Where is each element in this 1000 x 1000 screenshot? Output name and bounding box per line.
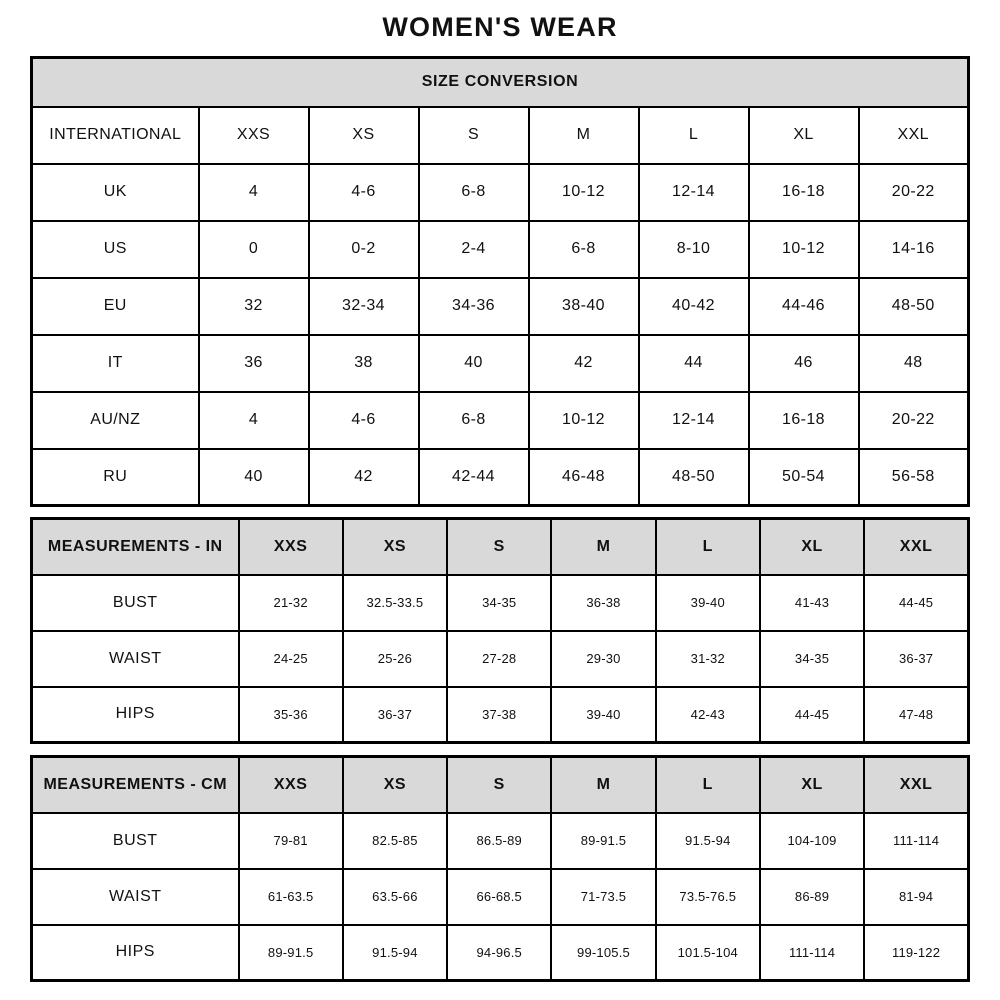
value-cell: 38 [309, 335, 419, 392]
value-cell: 29-30 [551, 631, 655, 687]
value-cell: 4-6 [309, 164, 419, 221]
value-cell: 89-91.5 [239, 925, 343, 981]
table-row [32, 813, 969, 869]
value-cell: 44-45 [760, 687, 864, 743]
value-cell: 86.5-89 [447, 813, 551, 869]
value-cell: 34-35 [760, 631, 864, 687]
header-label: MEASUREMENTS - CM [32, 757, 239, 813]
value-cell: 61-63.5 [239, 869, 343, 925]
value-cell: 40-42 [639, 278, 749, 335]
value-cell: 91.5-94 [343, 925, 447, 981]
value-cell: 42-44 [419, 449, 529, 506]
value-cell: 82.5-85 [343, 813, 447, 869]
value-cell: 48 [859, 335, 969, 392]
value-cell: 36 [199, 335, 309, 392]
value-cell: 12-14 [639, 164, 749, 221]
size-column-header: XXL [864, 757, 968, 813]
size-column-header: XL [749, 107, 859, 164]
row-label: WAIST [32, 869, 239, 925]
value-cell: 4 [199, 164, 309, 221]
size-column-header: L [656, 757, 760, 813]
table-row [32, 449, 969, 506]
value-cell: 44 [639, 335, 749, 392]
value-cell: 39-40 [656, 575, 760, 631]
table-row [32, 392, 969, 449]
row-label: AU/NZ [32, 392, 199, 449]
table-row [32, 575, 969, 631]
size-column-header: XL [760, 519, 864, 575]
value-cell: 44-45 [864, 575, 968, 631]
size-column-header: XXL [859, 107, 969, 164]
size-column-header: XS [343, 519, 447, 575]
value-cell: 34-35 [447, 575, 551, 631]
measurements-in-table [30, 517, 970, 744]
value-cell: 94-96.5 [447, 925, 551, 981]
size-column-header: L [639, 107, 749, 164]
value-cell: 73.5-76.5 [656, 869, 760, 925]
row-label: HIPS [32, 925, 239, 981]
value-cell: 48-50 [639, 449, 749, 506]
size-column-header: S [447, 757, 551, 813]
value-cell: 40 [199, 449, 309, 506]
value-cell: 44-46 [749, 278, 859, 335]
value-cell: 104-109 [760, 813, 864, 869]
size-column-header: L [656, 519, 760, 575]
size-column-header: M [551, 519, 655, 575]
size-column-header: XXS [199, 107, 309, 164]
size-column-header: M [529, 107, 639, 164]
value-cell: 27-28 [447, 631, 551, 687]
row-label: IT [32, 335, 199, 392]
value-cell: 21-32 [239, 575, 343, 631]
value-cell: 32.5-33.5 [343, 575, 447, 631]
table-row [32, 687, 969, 743]
value-cell: 36-37 [864, 631, 968, 687]
value-cell: 71-73.5 [551, 869, 655, 925]
value-cell: 37-38 [447, 687, 551, 743]
value-cell: 6-8 [419, 164, 529, 221]
value-cell: 40 [419, 335, 529, 392]
value-cell: 16-18 [749, 164, 859, 221]
value-cell: 32-34 [309, 278, 419, 335]
value-cell: 36-37 [343, 687, 447, 743]
value-cell: 111-114 [864, 813, 968, 869]
value-cell: 4 [199, 392, 309, 449]
value-cell: 35-36 [239, 687, 343, 743]
table-row [32, 869, 969, 925]
value-cell: 42 [529, 335, 639, 392]
size-column-header: S [447, 519, 551, 575]
table-row [32, 164, 969, 221]
value-cell: 39-40 [551, 687, 655, 743]
value-cell: 6-8 [529, 221, 639, 278]
row-label: BUST [32, 813, 239, 869]
row-label: WAIST [32, 631, 239, 687]
value-cell: 91.5-94 [656, 813, 760, 869]
value-cell: 56-58 [859, 449, 969, 506]
value-cell: 47-48 [864, 687, 968, 743]
size-column-header: S [419, 107, 529, 164]
size-column-header: M [551, 757, 655, 813]
value-cell: 50-54 [749, 449, 859, 506]
table-row [32, 631, 969, 687]
value-cell: 89-91.5 [551, 813, 655, 869]
value-cell: 20-22 [859, 164, 969, 221]
measurements_cm-header-row [32, 757, 969, 813]
value-cell: 46 [749, 335, 859, 392]
value-cell: 66-68.5 [447, 869, 551, 925]
size_conversion-header-row [32, 107, 969, 164]
value-cell: 14-16 [859, 221, 969, 278]
size-column-header: XL [760, 757, 864, 813]
measurements-cm-table [30, 755, 970, 982]
value-cell: 32 [199, 278, 309, 335]
table-row [32, 335, 969, 392]
row-label: UK [32, 164, 199, 221]
page-title: WOMEN'S WEAR [382, 12, 618, 42]
value-cell: 25-26 [343, 631, 447, 687]
value-cell: 38-40 [529, 278, 639, 335]
value-cell: 111-114 [760, 925, 864, 981]
size-column-header: XXS [239, 519, 343, 575]
value-cell: 41-43 [760, 575, 864, 631]
measurements_in-header-row [32, 519, 969, 575]
value-cell: 10-12 [749, 221, 859, 278]
value-cell: 34-36 [419, 278, 529, 335]
value-cell: 20-22 [859, 392, 969, 449]
value-cell: 8-10 [639, 221, 749, 278]
value-cell: 0-2 [309, 221, 419, 278]
value-cell: 31-32 [656, 631, 760, 687]
table-row [32, 278, 969, 335]
value-cell: 42 [309, 449, 419, 506]
table-row [32, 221, 969, 278]
size_conversion-title-row [32, 58, 969, 107]
value-cell: 99-105.5 [551, 925, 655, 981]
value-cell: 42-43 [656, 687, 760, 743]
value-cell: 79-81 [239, 813, 343, 869]
size-column-header: XS [343, 757, 447, 813]
value-cell: 24-25 [239, 631, 343, 687]
value-cell: 48-50 [859, 278, 969, 335]
value-cell: 36-38 [551, 575, 655, 631]
value-cell: 119-122 [864, 925, 968, 981]
row-label: US [32, 221, 199, 278]
size-column-header: XS [309, 107, 419, 164]
value-cell: 10-12 [529, 164, 639, 221]
value-cell: 86-89 [760, 869, 864, 925]
row-label: BUST [32, 575, 239, 631]
value-cell: 10-12 [529, 392, 639, 449]
value-cell: 16-18 [749, 392, 859, 449]
table-title: SIZE CONVERSION [32, 58, 969, 107]
size-column-header: XXL [864, 519, 968, 575]
size-conversion-table [30, 56, 970, 507]
value-cell: 4-6 [309, 392, 419, 449]
value-cell: 2-4 [419, 221, 529, 278]
value-cell: 46-48 [529, 449, 639, 506]
row-label: EU [32, 278, 199, 335]
row-label: RU [32, 449, 199, 506]
table-row [32, 925, 969, 981]
value-cell: 81-94 [864, 869, 968, 925]
row-label: HIPS [32, 687, 239, 743]
header-label: INTERNATIONAL [32, 107, 199, 164]
value-cell: 63.5-66 [343, 869, 447, 925]
value-cell: 0 [199, 221, 309, 278]
value-cell: 101.5-104 [656, 925, 760, 981]
header-label: MEASUREMENTS - IN [32, 519, 239, 575]
value-cell: 6-8 [419, 392, 529, 449]
size-column-header: XXS [239, 757, 343, 813]
value-cell: 12-14 [639, 392, 749, 449]
